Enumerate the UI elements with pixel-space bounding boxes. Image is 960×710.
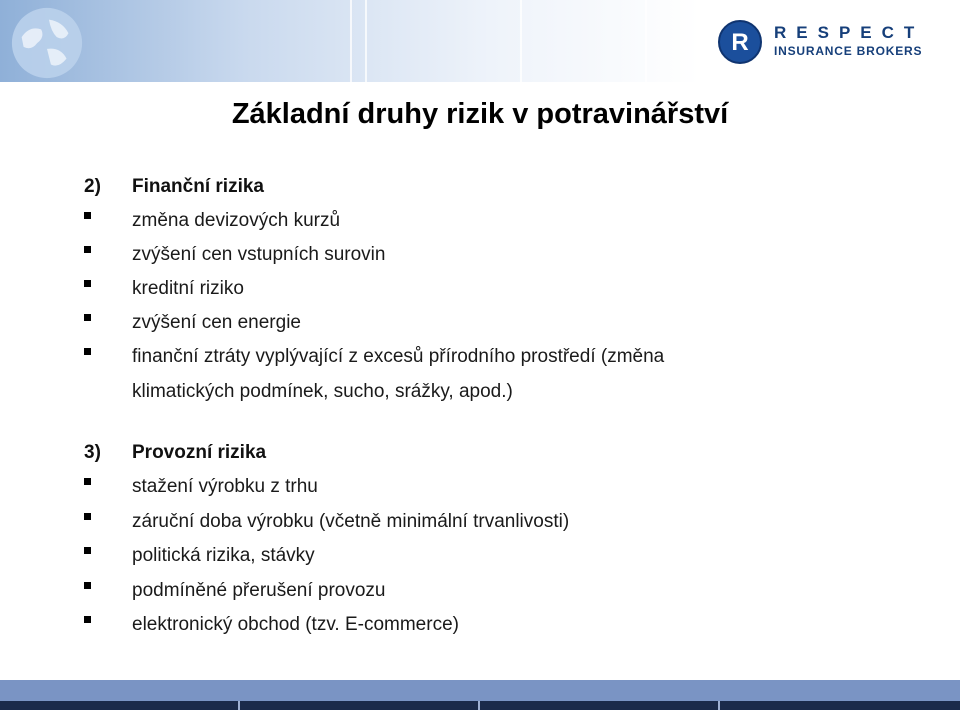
page-title: Základní druhy rizik v potravinářství [231,98,729,130]
square-bullet-icon [84,314,91,321]
logo-name: RESPECT [774,23,925,42]
square-bullet-icon [84,478,91,485]
square-bullet-icon [84,616,91,623]
section-number: 2) [84,176,101,197]
square-bullet-icon [84,348,91,355]
section-title: Finanční rizika [132,176,264,197]
section-number: 3) [84,442,101,463]
svg-text:R: R [731,29,749,56]
company-logo [718,20,940,64]
square-bullet-icon [84,513,91,520]
globe-icon [8,4,86,82]
header-band [0,0,700,82]
footer-band [0,680,960,710]
logo-subtitle: INSURANCE BROKERS [774,44,923,58]
square-bullet-icon [84,212,91,219]
section-title: Provozní rizika [132,442,267,463]
square-bullet-icon [84,280,91,287]
square-bullet-icon [84,547,91,554]
footer-bar [0,701,960,710]
square-bullet-icon [84,246,91,253]
square-bullet-icon [84,582,91,589]
respect-logo-mark [718,20,762,64]
